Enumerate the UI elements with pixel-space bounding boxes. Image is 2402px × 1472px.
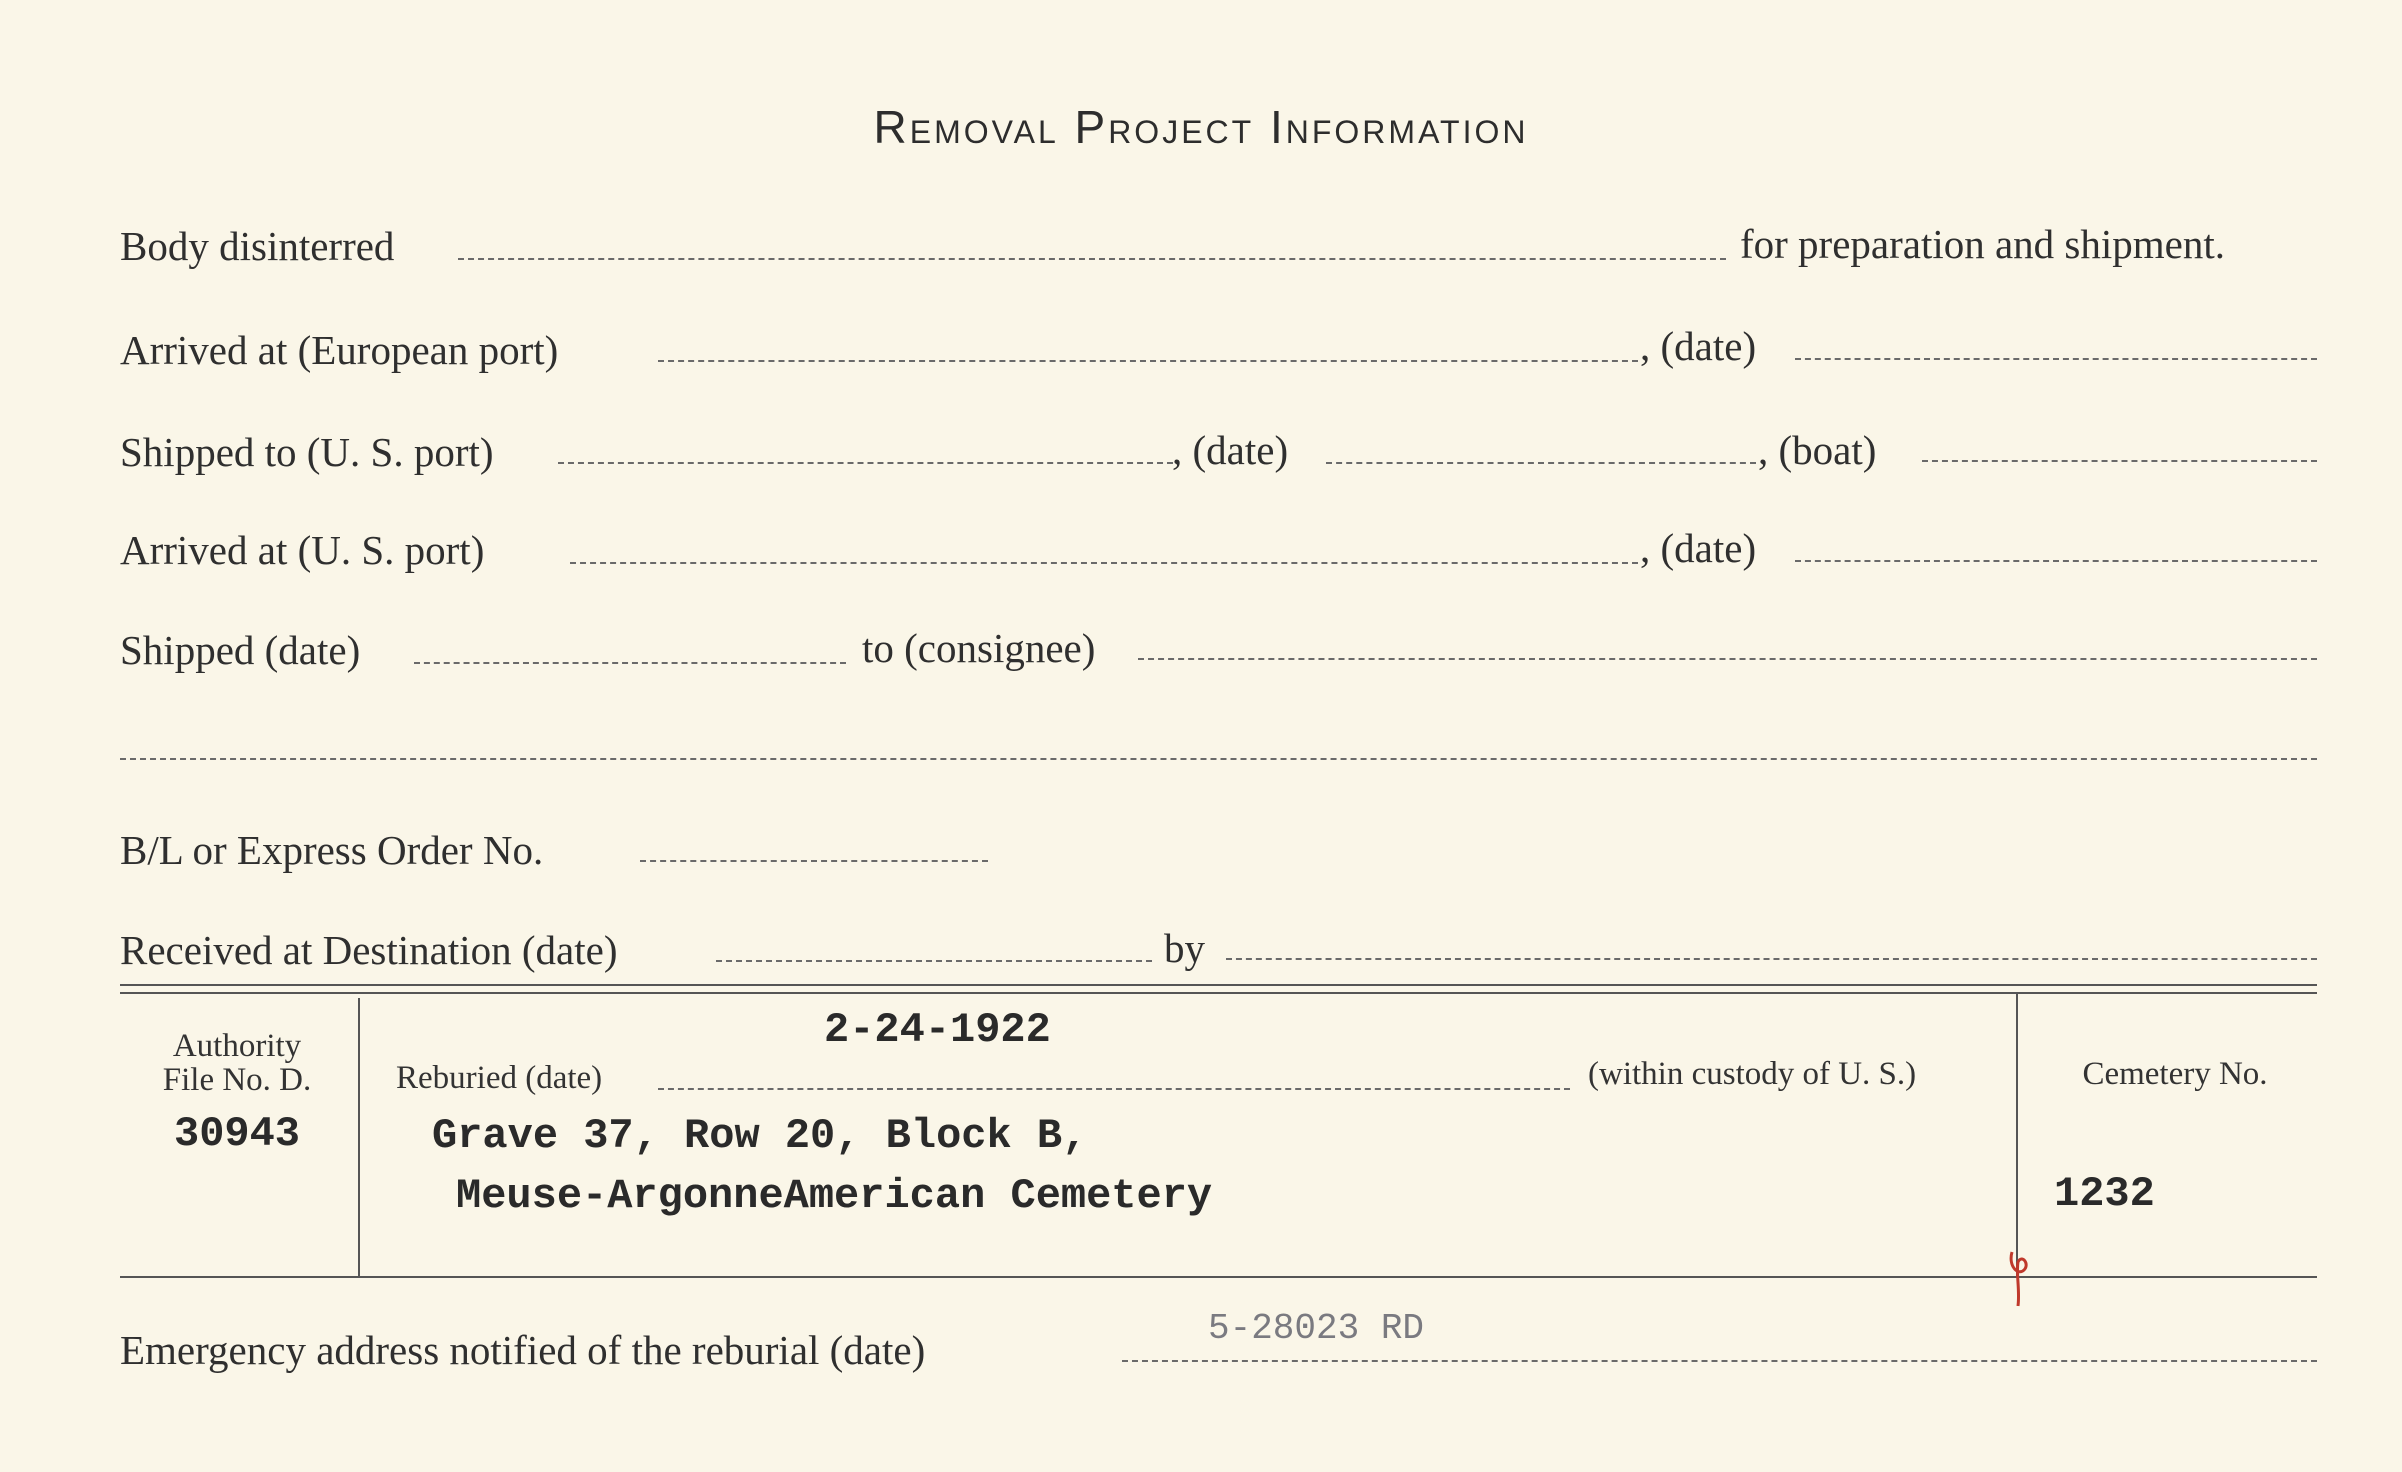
consignee-label: to (consignee): [862, 625, 1096, 671]
card-title: Removal Project Information: [873, 101, 1529, 153]
shipped-us-date-label: , (date): [1172, 427, 1289, 473]
box-top-rule: [120, 984, 2317, 986]
consignee-continuation-field: [120, 758, 2317, 760]
shipped-date-field: [414, 662, 846, 664]
bl-order-label: B/L or Express Order No.: [120, 827, 544, 873]
red-check-mark: [2004, 1246, 2044, 1312]
arrived-european-label: Arrived at (European port): [120, 327, 559, 373]
shipped-date-label: Shipped (date): [120, 627, 361, 673]
arrived-us-date-label: , (date): [1640, 525, 1757, 571]
emergency-date-field: [1122, 1360, 2317, 1362]
burial-location-line2: Meuse-ArgonneAmerican Cemetery: [456, 1172, 1213, 1220]
authority-label-line1: Authority: [172, 1028, 302, 1064]
arrived-european-port-field: [658, 360, 1638, 362]
box-top-rule-2: [120, 992, 2317, 994]
shipped-us-date-field: [1326, 462, 1756, 464]
body-disinterred-label: Body disinterred: [120, 223, 395, 269]
received-label: Received at Destination (date): [120, 927, 618, 973]
custody-label: (within custody of U. S.): [1588, 1056, 1917, 1092]
reburied-date-label: Reburied (date): [396, 1060, 603, 1096]
cemetery-number-label: Cemetery No.: [2082, 1056, 2268, 1092]
bl-order-field: [640, 860, 988, 862]
authority-file-number: 30943: [173, 1110, 301, 1158]
box-divider-left: [358, 998, 360, 1276]
emergency-label: Emergency address notified of the reburial (date): [120, 1327, 926, 1373]
shipped-us-port-field: [558, 462, 1173, 464]
body-disinterred-field: [458, 258, 1726, 260]
cemetery-number-value: 1232: [2054, 1170, 2155, 1218]
body-disinterred-suffix: for preparation and shipment.: [1740, 221, 2226, 267]
shipped-us-boat-label: , (boat): [1758, 427, 1877, 473]
box-divider-right: [2016, 994, 2018, 1276]
received-by-label: by: [1164, 925, 1205, 971]
arrived-us-label: Arrived at (U. S. port): [120, 527, 485, 573]
arrived-european-date-label: , (date): [1640, 323, 1757, 369]
emergency-date-stamp: 5-28023 RD: [1208, 1308, 1425, 1349]
received-by-field: [1226, 958, 2317, 960]
arrived-us-date-field: [1795, 560, 2317, 562]
consignee-field: [1138, 658, 2317, 660]
arrived-us-port-field: [570, 562, 1638, 564]
received-date-field: [716, 960, 1152, 962]
authority-label-line2: File No. D.: [162, 1062, 312, 1098]
arrived-european-date-field: [1795, 358, 2317, 360]
reburied-date-field: [658, 1088, 1570, 1090]
burial-location-line1: Grave 37, Row 20, Block B,: [432, 1112, 1088, 1160]
reburied-date-value: 2-24-1922: [824, 1006, 1051, 1054]
shipped-us-boat-field: [1922, 460, 2317, 462]
shipped-us-label: Shipped to (U. S. port): [120, 429, 494, 475]
box-bottom-rule: [120, 1276, 2317, 1278]
